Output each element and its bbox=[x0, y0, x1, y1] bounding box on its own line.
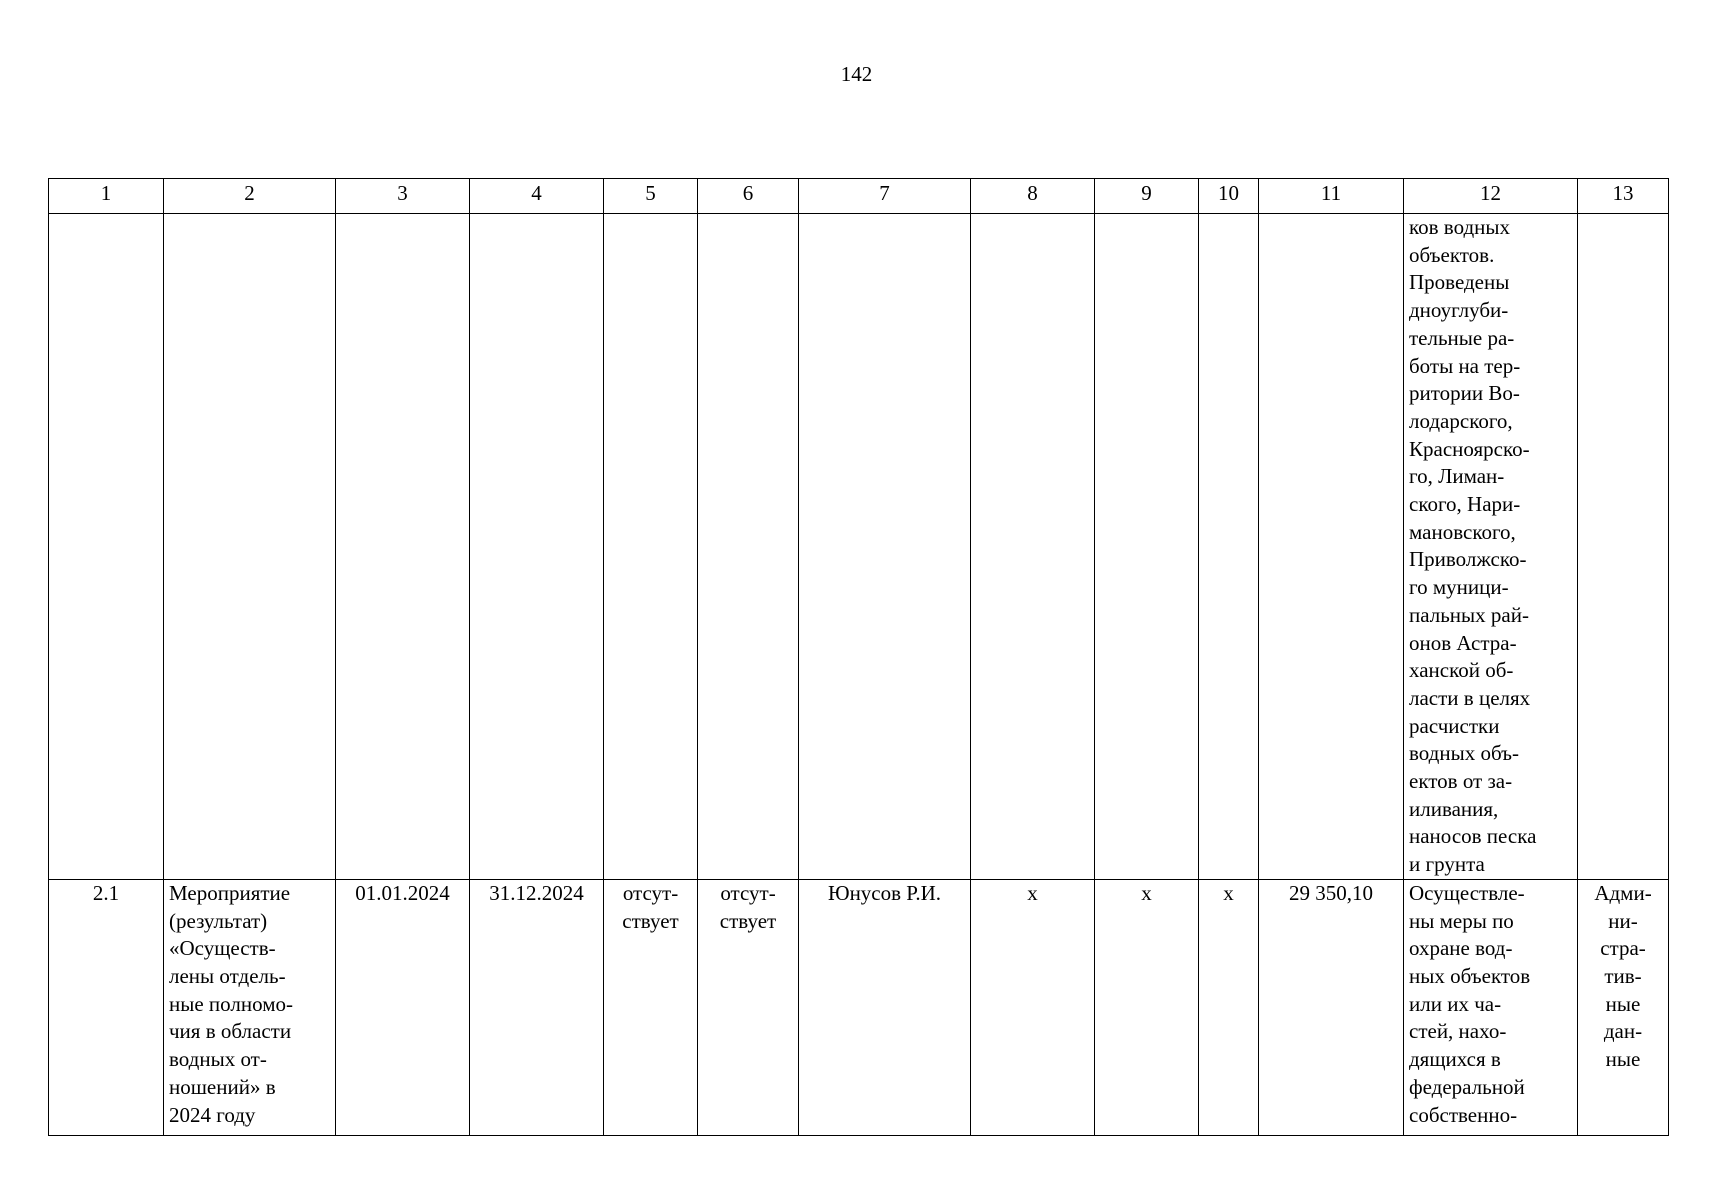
table-cell bbox=[470, 214, 604, 880]
table-cell bbox=[164, 214, 336, 880]
column-header: 1 bbox=[49, 179, 164, 214]
column-5-value bbox=[604, 879, 698, 1135]
column-header: 8 bbox=[971, 179, 1095, 214]
column-9-value: х bbox=[1095, 879, 1199, 1135]
column-header: 9 bbox=[1095, 179, 1199, 214]
text-line: ритории Во- bbox=[1409, 381, 1520, 406]
text-line: мановского, bbox=[1409, 519, 1516, 544]
row-number: 2.1 bbox=[49, 879, 164, 1135]
text-line: стей, нахо- bbox=[1409, 1019, 1507, 1044]
table-row-2-1 bbox=[49, 879, 1669, 1135]
column-header: 2 bbox=[164, 179, 336, 214]
text-line: ков водных bbox=[1409, 215, 1511, 239]
text-line: и грунта bbox=[1409, 852, 1485, 877]
text-line: пальных рай- bbox=[1409, 602, 1529, 627]
table-cell bbox=[1578, 214, 1669, 880]
table-cell bbox=[1095, 214, 1199, 880]
text-line: чия в области bbox=[169, 1019, 292, 1044]
table-cell bbox=[604, 214, 698, 880]
text-line: расчистки bbox=[1409, 713, 1500, 738]
result-description bbox=[1404, 879, 1578, 1135]
column-header: 13 bbox=[1578, 179, 1669, 214]
text-line: ные bbox=[1605, 1047, 1641, 1072]
text-line: собственно- bbox=[1409, 1102, 1518, 1127]
text-line: ского, Нари- bbox=[1409, 492, 1521, 517]
text-line: ношений» в bbox=[169, 1074, 276, 1099]
event-name bbox=[164, 879, 336, 1135]
header-row bbox=[49, 179, 1669, 214]
text-line: ные bbox=[1605, 991, 1641, 1016]
table-row-continuation bbox=[49, 214, 1669, 880]
responsible-person: Юнусов Р.И. bbox=[799, 879, 971, 1135]
text-line: или их ча- bbox=[1409, 991, 1502, 1016]
table-cell bbox=[336, 214, 470, 880]
text-line: ствует bbox=[622, 908, 679, 933]
column-header: 3 bbox=[336, 179, 470, 214]
text-line: дан- bbox=[1603, 1019, 1643, 1044]
column-header: 6 bbox=[698, 179, 799, 214]
report-table bbox=[48, 178, 1669, 1136]
column-header: 12 bbox=[1404, 179, 1578, 214]
text-line: отсут- bbox=[622, 880, 679, 905]
text-line: ласти в целях bbox=[1409, 685, 1531, 710]
text-line: ни- bbox=[1608, 908, 1638, 933]
column-header: 4 bbox=[470, 179, 604, 214]
text-line: стра- bbox=[1600, 936, 1646, 961]
table-cell bbox=[799, 214, 971, 880]
text-line: Адми- bbox=[1594, 880, 1652, 905]
table-cell bbox=[49, 214, 164, 880]
table-cell bbox=[698, 214, 799, 880]
text-line: ханской об- bbox=[1409, 658, 1514, 683]
text-line: лодарского, bbox=[1409, 408, 1513, 433]
text-line: (результат) bbox=[169, 908, 268, 933]
text-line: наносов песка bbox=[1409, 824, 1537, 849]
text-line: федеральной bbox=[1409, 1074, 1525, 1099]
text-line: ектов от за- bbox=[1409, 769, 1513, 794]
text-line: ствует bbox=[719, 908, 777, 933]
text-line: водных объ- bbox=[1409, 741, 1519, 766]
column-header: 7 bbox=[799, 179, 971, 214]
text-line: водных от- bbox=[169, 1047, 267, 1072]
text-line: ны меры по bbox=[1409, 908, 1514, 933]
start-date: 01.01.2024 bbox=[336, 879, 470, 1135]
text-line: Приволжско- bbox=[1409, 547, 1527, 572]
text-line: 2024 году bbox=[169, 1102, 256, 1127]
column-header: 5 bbox=[604, 179, 698, 214]
text-line: тив- bbox=[1604, 963, 1642, 988]
text-line: Осуществле- bbox=[1409, 880, 1525, 905]
column-6-value bbox=[698, 879, 799, 1135]
text-line: иливания, bbox=[1409, 796, 1499, 821]
table-cell bbox=[1199, 214, 1259, 880]
text-line: го муници- bbox=[1409, 575, 1509, 600]
text-line: «Осуществ- bbox=[169, 936, 276, 961]
text-line: Проведены bbox=[1409, 270, 1510, 295]
text-line: ные полномо- bbox=[169, 991, 293, 1016]
page-number: 142 bbox=[840, 62, 873, 86]
text-line: дноуглуби- bbox=[1409, 298, 1509, 323]
column-10-value: х bbox=[1199, 879, 1259, 1135]
text-line: боты на тер- bbox=[1409, 353, 1521, 378]
column-header: 10 bbox=[1199, 179, 1259, 214]
text-line: Мероприятие bbox=[169, 880, 291, 905]
text-line: отсут- bbox=[720, 880, 776, 905]
text-line: тельные ра- bbox=[1409, 325, 1515, 350]
text-line: дящихся в bbox=[1409, 1047, 1501, 1072]
column-8-value: х bbox=[971, 879, 1095, 1135]
text-line: онов Астра- bbox=[1409, 630, 1517, 655]
column-header: 11 bbox=[1259, 179, 1404, 214]
text-line: ных объектов bbox=[1409, 963, 1531, 988]
result-description-continued bbox=[1404, 214, 1578, 880]
table-cell bbox=[971, 214, 1095, 880]
text-line: лены отдель- bbox=[169, 963, 286, 988]
table-cell bbox=[1259, 214, 1404, 880]
text-line: го, Лиман- bbox=[1409, 464, 1505, 489]
end-date: 31.12.2024 bbox=[470, 879, 604, 1135]
text-line: Красноярско- bbox=[1409, 436, 1530, 461]
funding-amount: 29 350,10 bbox=[1259, 879, 1404, 1135]
text-line: объектов. bbox=[1409, 242, 1495, 267]
text-line: охране вод- bbox=[1409, 936, 1513, 961]
data-source bbox=[1578, 879, 1669, 1135]
